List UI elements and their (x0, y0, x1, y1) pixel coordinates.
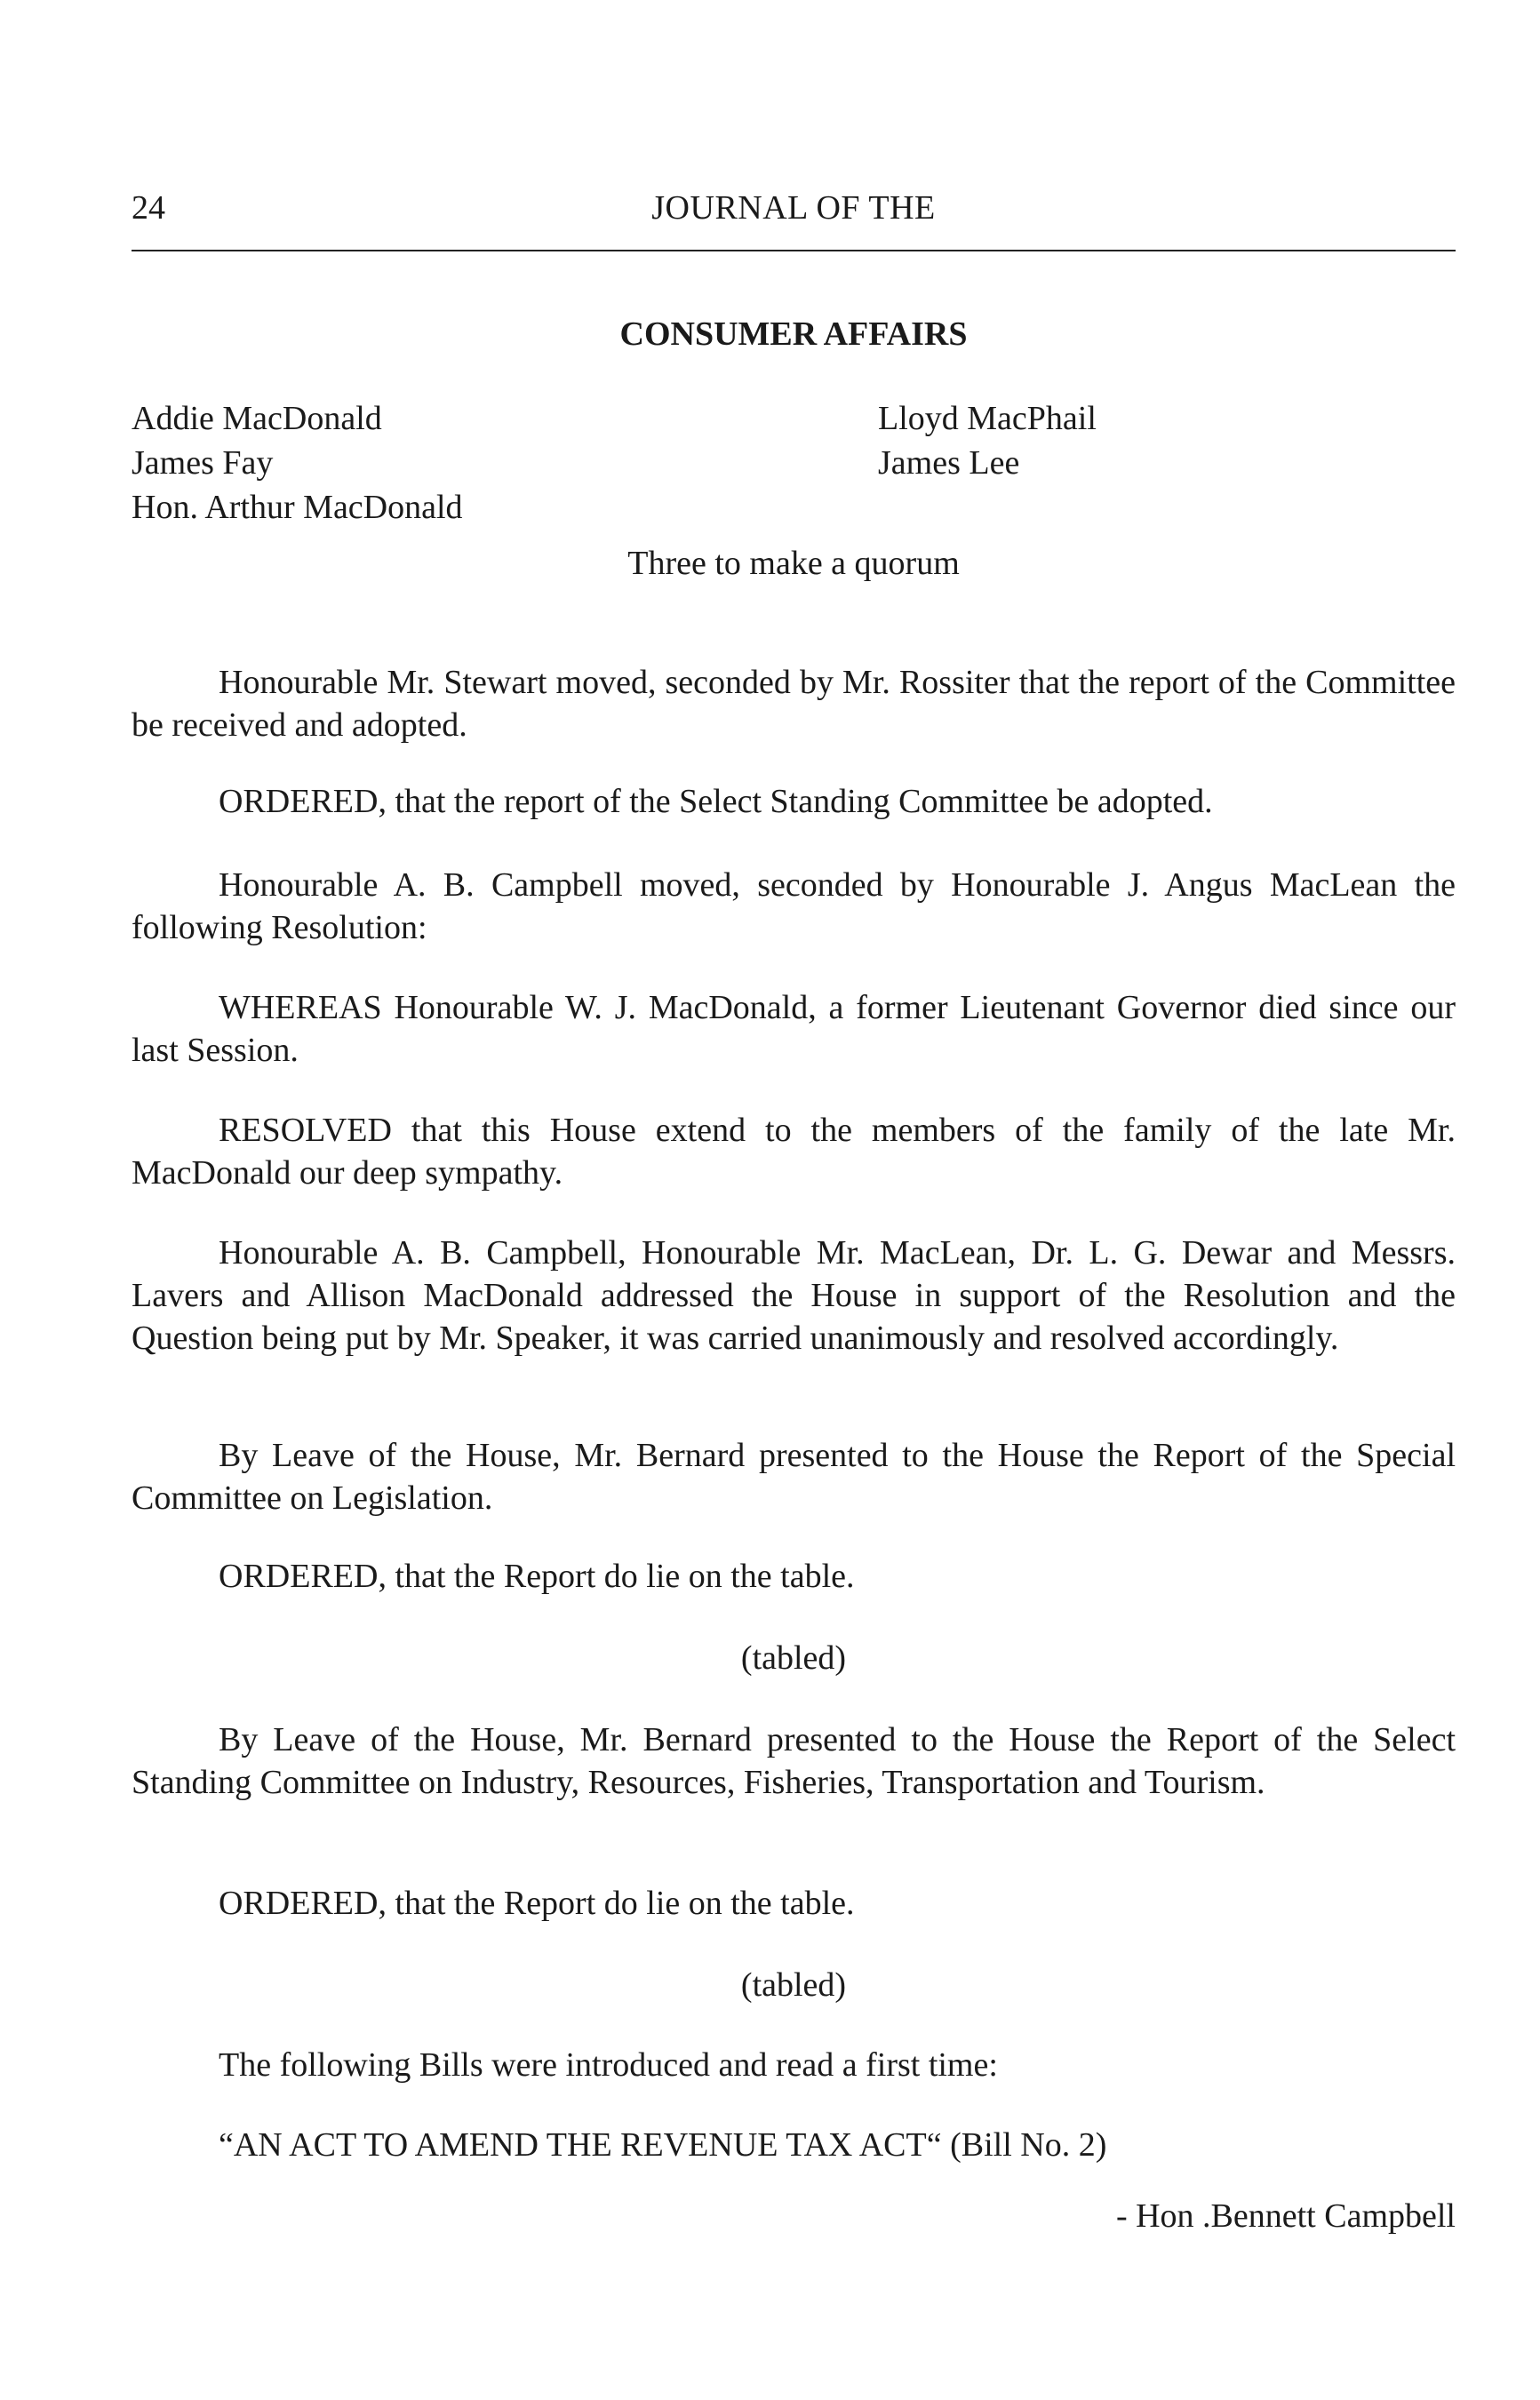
header-rule (132, 250, 1456, 251)
member-name: James Lee (878, 444, 1020, 482)
paragraph-addresses: Honourable A. B. Campbell, Honourable Mr. MacLean, Dr. L. G. Dewar and Messrs. Lavers and Allison MacDonald addressed the House in support of the Resolution and the Question being put by Mr. Speaker, it was carried unanimously and resolved accordingly. (132, 1234, 1456, 1357)
paragraph-bills-intro: The following Bills were introduced and read a first time: (219, 2046, 998, 2084)
bill-title: “AN ACT TO AMEND THE REVENUE TAX ACT“ (Bill No. 2) (219, 2126, 1107, 2164)
committee-title: CONSUMER AFFAIRS (619, 315, 968, 353)
paragraph-resolution-motion: Honourable A. B. Campbell moved, seconded by Honourable J. Angus MacLean the following Resolution: (132, 866, 1456, 946)
paragraph-report-industry: By Leave of the House, Mr. Bernard presented to the House the Report of the Select Standing Committee on Industry, Resources, Fisheries, Transportation and Tourism. (132, 1721, 1456, 1801)
member-name: Addie MacDonald (132, 400, 382, 437)
paragraph-ordered-adopted: ORDERED, that the report of the Select Standing Committee be adopted. (219, 783, 1213, 820)
paragraph-whereas: WHEREAS Honourable W. J. MacDonald, a former Lieutenant Governor died since our last Session. (132, 989, 1456, 1069)
paragraph-resolved: RESOLVED that this House extend to the members of the family of the late Mr. MacDonald our deep sympathy. (132, 1112, 1456, 1192)
members-left-column (132, 396, 463, 530)
quorum-note: Three to make a quorum (627, 545, 960, 582)
bill-sponsor: - Hon .Bennett Campbell (1115, 2197, 1456, 2235)
page-number: 24 (132, 189, 165, 227)
members-right-column (878, 396, 1097, 485)
member-name: Lloyd MacPhail (878, 400, 1097, 437)
paragraph-ordered-table-1: ORDERED, that the Report do lie on the table. (219, 1558, 855, 1595)
paragraph-report-legislation: By Leave of the House, Mr. Bernard presented to the House the Report of the Special Committee on Legislation. (132, 1437, 1456, 1517)
member-name: Hon. Arthur MacDonald (132, 489, 463, 526)
paragraph-ordered-table-2: ORDERED, that the Report do lie on the table. (219, 1885, 855, 1922)
tabled-note-2: (tabled) (740, 1966, 847, 2004)
page-header (132, 188, 1456, 233)
tabled-note-1: (tabled) (740, 1639, 847, 1677)
member-name: James Fay (132, 444, 274, 482)
running-title: JOURNAL OF THE (651, 189, 936, 227)
paragraph-motion-adopt: Honourable Mr. Stewart moved, seconded by Mr. Rossiter that the report of the Committee be received and adopted. (132, 664, 1456, 744)
